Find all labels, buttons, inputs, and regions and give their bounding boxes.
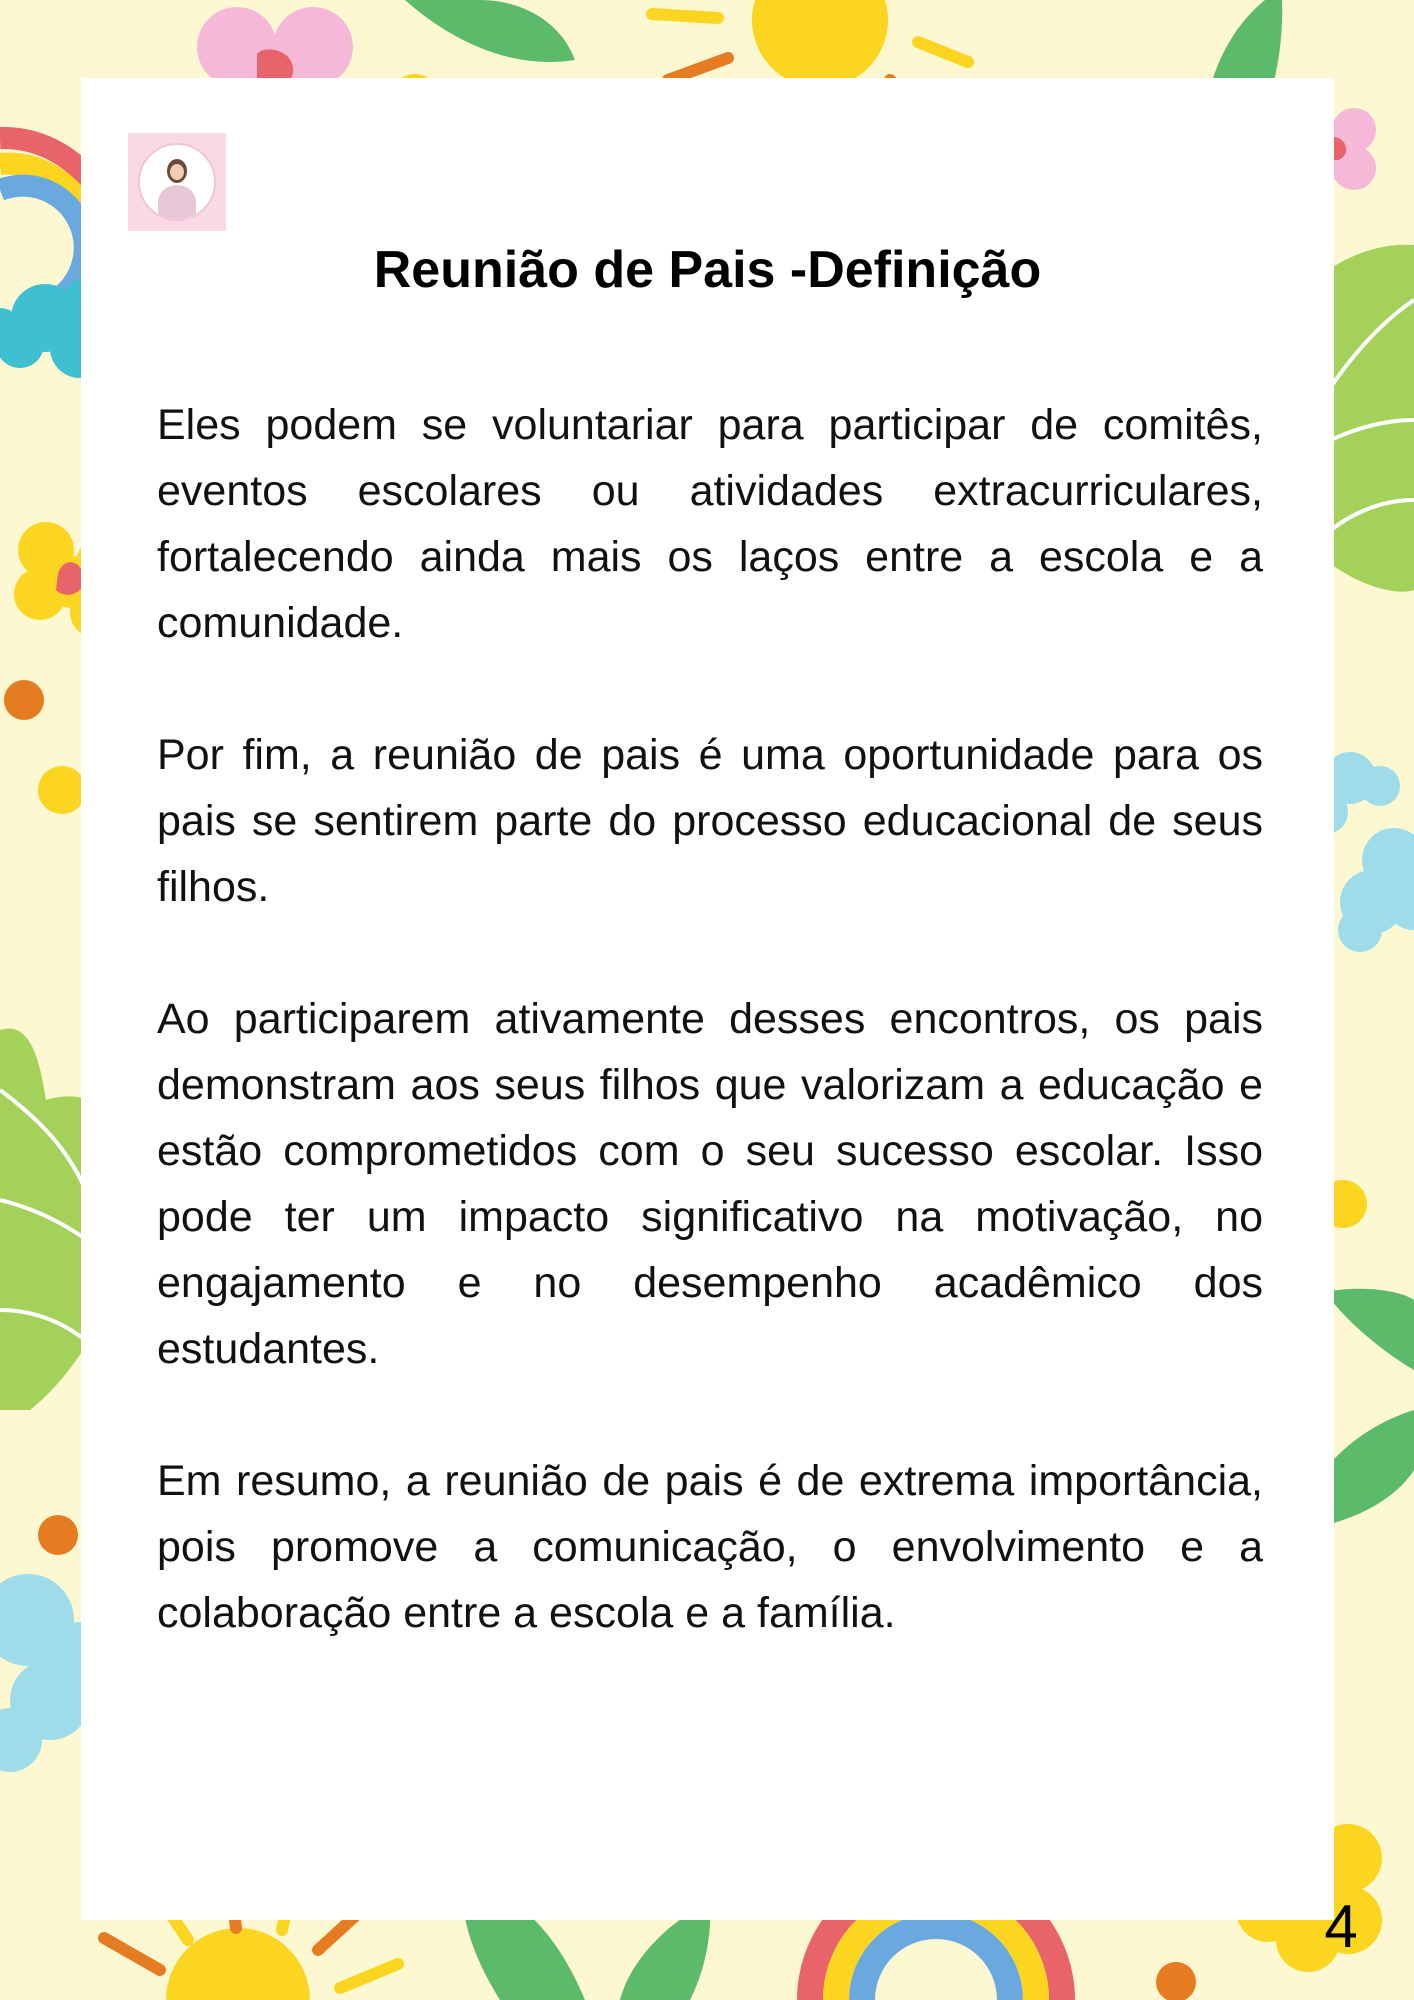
body-text: [157, 392, 1263, 1712]
cloud-icon: [1338, 828, 1414, 952]
paragraph: Ao participarem ativamente desses encontros, os pais demonstram aos seus filhos que valorizam a educação e estão comprometidos com o seu sucesso escolar. Isso pode ter um impacto significativo na motivação, no engajamento e no desempenho acadêmico dos estudantes.: [157, 995, 1263, 1373]
paragraph: Por fim, a reunião de pais é uma oportunidade para os pais se sentirem parte do processo educacional de seus filhos.: [157, 731, 1263, 911]
leaf-icon: [1325, 1289, 1414, 1370]
paragraph: Eles podem se voluntariar para participar de comitês, eventos escolares ou atividades extracurriculares, fortalecendo ainda mais os laços entre a escola e a comunidade.: [157, 401, 1263, 647]
page-title: Reunião de Pais -Definição: [373, 241, 1042, 299]
page-number: 4: [1324, 1893, 1358, 1960]
leaf-icon: [405, 0, 575, 62]
avatar-photo: [138, 143, 216, 221]
paragraph: Em resumo, a reunião de pais é de extrema importância, pois promove a comunicação, o envolvimento e a colaboração entre a escola e a família.: [157, 1457, 1263, 1637]
author-avatar: [128, 133, 226, 231]
